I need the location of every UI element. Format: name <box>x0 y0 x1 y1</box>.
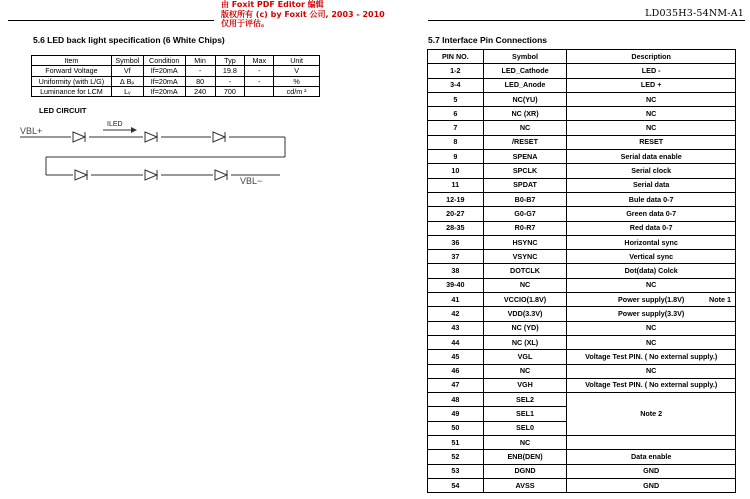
table-row <box>428 307 736 321</box>
pin-number: 12-19 <box>428 192 484 206</box>
pin-number: 38 <box>428 264 484 278</box>
table-row <box>428 321 736 335</box>
pin-description: Serial clock <box>567 164 736 178</box>
pin-description: Serial data <box>567 178 736 192</box>
pin-number: 50 <box>428 421 484 435</box>
led-diode-icon <box>143 169 161 181</box>
pin-number: 6 <box>428 107 484 121</box>
pin-description <box>567 436 736 450</box>
table-row <box>428 293 736 307</box>
pin-number: 39-40 <box>428 278 484 292</box>
pin-symbol: LED_Anode <box>483 78 567 92</box>
column-header: Symbol <box>483 50 567 64</box>
table-cell: Forward Voltage <box>32 66 112 76</box>
pin-number: 48 <box>428 393 484 407</box>
table-row <box>32 76 320 86</box>
pin-symbol: LED_Cathode <box>483 64 567 78</box>
table-cell: cd/m ² <box>274 86 320 96</box>
table-row <box>32 86 320 96</box>
table-row <box>428 464 736 478</box>
iled-label: ILED <box>107 121 123 128</box>
led-circuit-title: LED CIRCUIT <box>39 106 87 115</box>
table-cell: Lᵥ <box>111 86 143 96</box>
pin-number: 5 <box>428 92 484 106</box>
pin-number: 42 <box>428 307 484 321</box>
pin-symbol: NC (XR) <box>483 107 567 121</box>
pin-number: 49 <box>428 407 484 421</box>
pin-description: Note 2 <box>567 393 736 436</box>
pin-description: Voltage Test PIN. ( No external supply.) <box>567 378 736 392</box>
table-row <box>428 107 736 121</box>
pin-number: 37 <box>428 250 484 264</box>
table-cell: 19.8 <box>215 66 245 76</box>
pin-symbol: SEL1 <box>483 407 567 421</box>
pin-number: 53 <box>428 464 484 478</box>
pin-number: 51 <box>428 436 484 450</box>
pin-description: LED + <box>567 78 736 92</box>
pin-symbol: B0-B7 <box>483 192 567 206</box>
table-cell: Unit <box>274 56 320 66</box>
table-cell: Symbol <box>111 56 143 66</box>
table-row <box>428 164 736 178</box>
pin-description: Vertical sync <box>567 250 736 264</box>
backlight-header-row <box>32 56 320 66</box>
table-cell: - <box>185 66 215 76</box>
table-row <box>428 221 736 235</box>
pin-number: 47 <box>428 378 484 392</box>
table-cell: If=20mA <box>143 66 185 76</box>
table-row <box>428 64 736 78</box>
pin-description: NC <box>567 335 736 349</box>
table-cell: 80 <box>185 76 215 86</box>
pin-number: 11 <box>428 178 484 192</box>
pin-symbol: ENB(DEN) <box>483 450 567 464</box>
table-cell: Min <box>185 56 215 66</box>
table-row <box>428 278 736 292</box>
pin-connection-table <box>427 49 736 493</box>
pin-section-title: 5.7 Interface Pin Connections <box>428 35 548 45</box>
table-row <box>428 450 736 464</box>
vbl-minus-label: VBL− <box>240 176 263 186</box>
pin-symbol: VSYNC <box>483 250 567 264</box>
table-cell: - <box>215 76 245 86</box>
table-cell: If=20mA <box>143 76 185 86</box>
pin-description: Data enable <box>567 450 736 464</box>
pin-description: NC <box>567 107 736 121</box>
table-cell: Typ <box>215 56 245 66</box>
pin-number: 20-27 <box>428 207 484 221</box>
header-rule-right <box>428 20 745 21</box>
pin-symbol: VGH <box>483 378 567 392</box>
table-cell: Condition <box>143 56 185 66</box>
table-cell: Max <box>245 56 274 66</box>
pin-symbol: SPENA <box>483 150 567 164</box>
table-row <box>428 135 736 149</box>
pin-number: 1-2 <box>428 64 484 78</box>
table-row <box>428 378 736 392</box>
table-row <box>428 150 736 164</box>
table-cell: - <box>245 76 274 86</box>
table-row <box>428 250 736 264</box>
table-cell: Item <box>32 56 112 66</box>
table-cell <box>245 86 274 96</box>
pin-number: 28-35 <box>428 221 484 235</box>
led-diode-icon <box>71 131 89 143</box>
pin-symbol: NC <box>483 364 567 378</box>
table-cell: 240 <box>185 86 215 96</box>
led-diode-icon <box>143 131 161 143</box>
pin-symbol: G0-G7 <box>483 207 567 221</box>
pin-description: Voltage Test PIN. ( No external supply.) <box>567 350 736 364</box>
table-cell: V <box>274 66 320 76</box>
pin-description: RESET <box>567 135 736 149</box>
column-header: Description <box>567 50 736 64</box>
backlight-spec-table <box>31 55 320 97</box>
editor-watermark <box>221 0 385 29</box>
pin-description: NC <box>567 92 736 106</box>
column-header: PIN NO. <box>428 50 484 64</box>
table-row <box>428 478 736 492</box>
pin-symbol: NC (XL) <box>483 335 567 349</box>
header-rule-left <box>8 20 214 21</box>
led-diode-icon <box>213 169 231 181</box>
pin-number: 41 <box>428 293 484 307</box>
pin-description: Horizontal sync <box>567 235 736 249</box>
pin-symbol: NC (YD) <box>483 321 567 335</box>
pin-description: Bule data 0-7 <box>567 192 736 206</box>
pin-description: NC <box>567 364 736 378</box>
table-cell: ∆ Bₚ <box>111 76 143 86</box>
table-row <box>428 235 736 249</box>
watermark-line-1: 由 Foxit PDF Editor 编辑 <box>221 0 324 9</box>
table-row <box>32 66 320 76</box>
pin-symbol: SEL2 <box>483 393 567 407</box>
table-row <box>428 350 736 364</box>
pin-number: 52 <box>428 450 484 464</box>
table-cell: 700 <box>215 86 245 96</box>
pin-symbol: DOTCLK <box>483 264 567 278</box>
pin-number: 45 <box>428 350 484 364</box>
table-cell: If=20mA <box>143 86 185 96</box>
pin-number: 7 <box>428 121 484 135</box>
table-row <box>428 78 736 92</box>
table-cell: % <box>274 76 320 86</box>
vbl-plus-label: VBL+ <box>20 126 43 136</box>
table-row <box>428 335 736 349</box>
pin-symbol: VCCIO(1.8V) <box>483 293 567 307</box>
pin-description: Serial data enable <box>567 150 736 164</box>
table-cell: Vf <box>111 66 143 76</box>
table-row <box>428 192 736 206</box>
table-row <box>428 178 736 192</box>
table-row <box>428 264 736 278</box>
description-text: Power supply(1.8V) <box>618 294 685 304</box>
pin-symbol: NC <box>483 436 567 450</box>
pin-symbol: VGL <box>483 350 567 364</box>
note-reference: Note 1 <box>709 295 731 305</box>
pin-description: Power supply(3.3V) <box>567 307 736 321</box>
pin-header-row <box>428 50 736 64</box>
pin-description: LED - <box>567 64 736 78</box>
table-row <box>428 121 736 135</box>
pin-number: 8 <box>428 135 484 149</box>
pin-number: 46 <box>428 364 484 378</box>
pin-number: 3-4 <box>428 78 484 92</box>
table-cell: Uniformity (with L/G) <box>32 76 112 86</box>
pin-number: 10 <box>428 164 484 178</box>
pin-number: 36 <box>428 235 484 249</box>
pin-description: Dot(data) Colck <box>567 264 736 278</box>
pin-description: NC <box>567 278 736 292</box>
model-number: LD035H3-54NM-A1 <box>645 8 744 19</box>
pin-description: GND <box>567 478 736 492</box>
led-circuit-diagram <box>0 110 300 190</box>
led-diode-icon <box>211 131 229 143</box>
led-diode-icon <box>73 169 91 181</box>
table-row <box>428 207 736 221</box>
table-row <box>428 436 736 450</box>
pin-symbol: SPCLK <box>483 164 567 178</box>
pin-symbol: SEL0 <box>483 421 567 435</box>
pin-symbol: R0-R7 <box>483 221 567 235</box>
pin-description: Red data 0-7 <box>567 221 736 235</box>
pin-symbol: HSYNC <box>483 235 567 249</box>
pin-number: 54 <box>428 478 484 492</box>
backlight-section-title: 5.6 LED back light specification (6 White Chips) <box>33 35 225 45</box>
pin-number: 43 <box>428 321 484 335</box>
pin-description: Green data 0-7 <box>567 207 736 221</box>
pin-description <box>567 293 736 307</box>
table-row <box>428 92 736 106</box>
pin-symbol: AVSS <box>483 478 567 492</box>
current-arrow-icon <box>131 127 137 133</box>
pin-description: NC <box>567 321 736 335</box>
pin-description: NC <box>567 121 736 135</box>
watermark-line-3: 仅用于评估。 <box>221 19 269 28</box>
pin-symbol: SPDAT <box>483 178 567 192</box>
pin-symbol: NC <box>483 121 567 135</box>
pin-number: 44 <box>428 335 484 349</box>
table-row <box>428 393 736 407</box>
watermark-line-2: 版权所有 (c) by Foxit 公司, 2003 - 2010 <box>221 9 385 19</box>
table-cell: Luminance for LCM <box>32 86 112 96</box>
table-cell: - <box>245 66 274 76</box>
pin-symbol: NC(YU) <box>483 92 567 106</box>
pin-description: GND <box>567 464 736 478</box>
pin-number: 9 <box>428 150 484 164</box>
pin-symbol: VDD(3.3V) <box>483 307 567 321</box>
pin-symbol: DGND <box>483 464 567 478</box>
table-row <box>428 364 736 378</box>
pin-symbol: NC <box>483 278 567 292</box>
pin-symbol: /RESET <box>483 135 567 149</box>
